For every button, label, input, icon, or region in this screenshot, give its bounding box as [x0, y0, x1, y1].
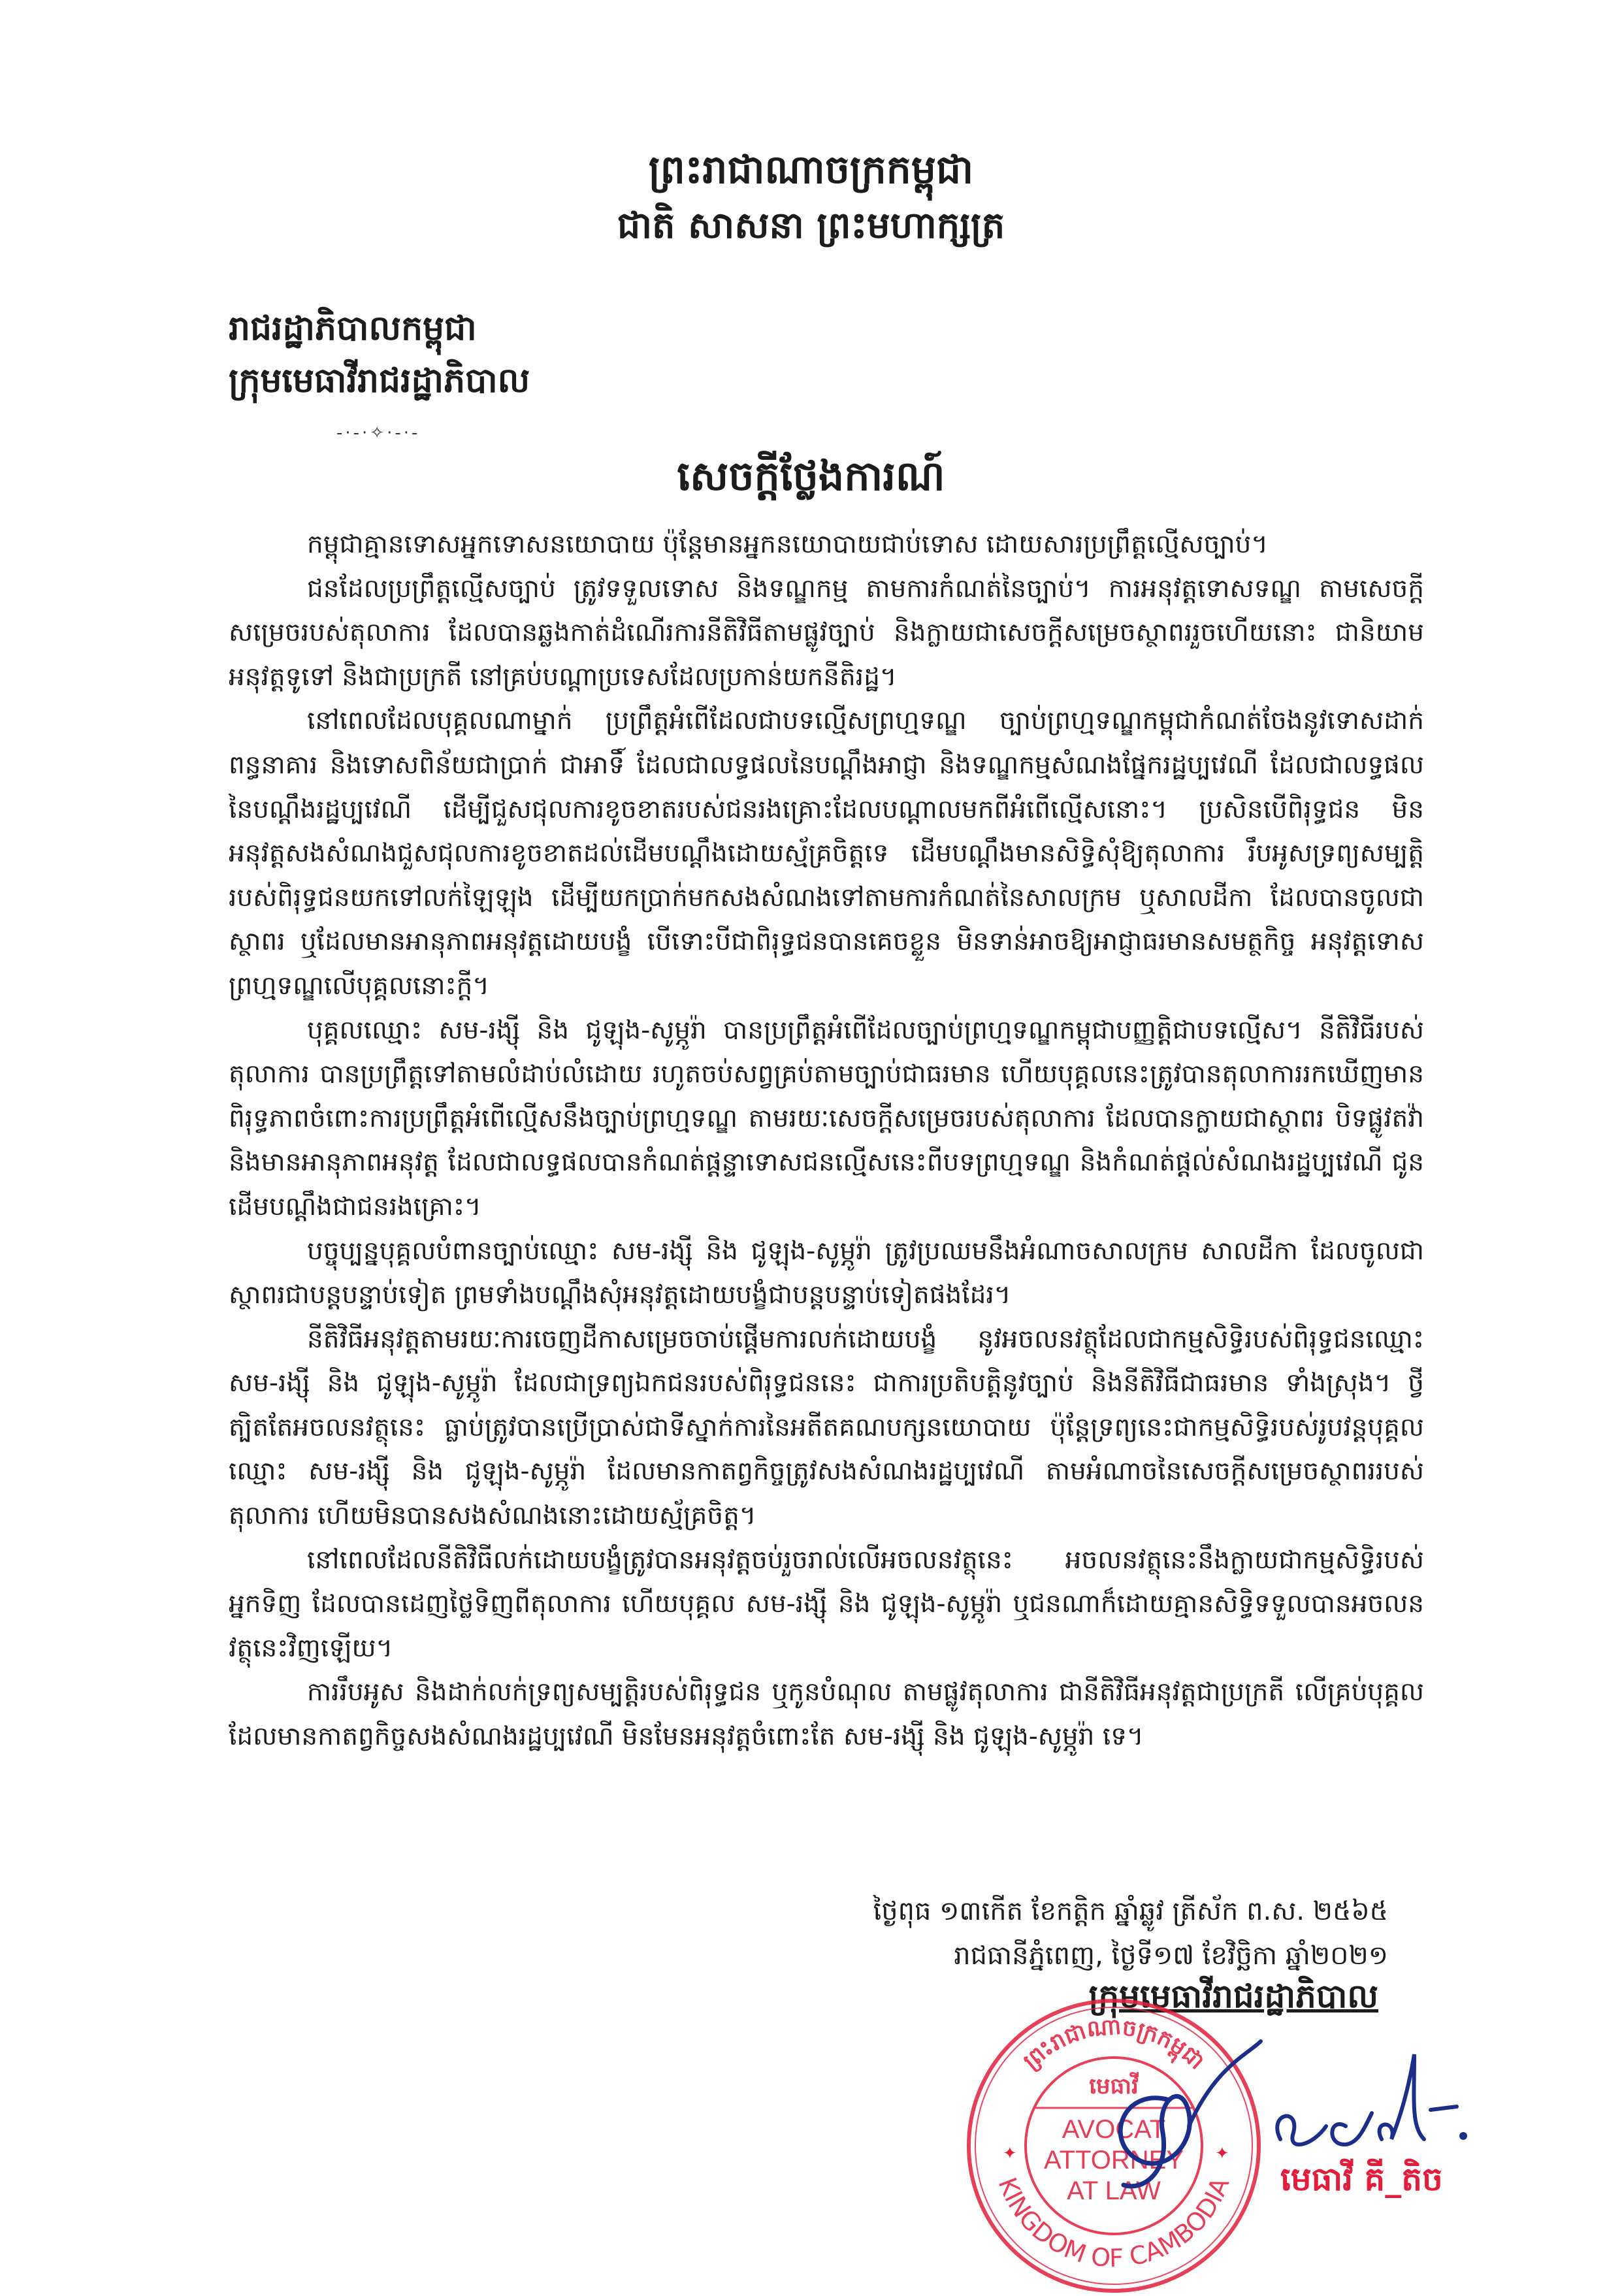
- seal-khmer-label: មេធាវី: [1089, 2073, 1139, 2099]
- kingdom-header: ព្រះរាជាណាចក្រកម្ពុជា: [648, 147, 974, 193]
- paragraph: បច្ចុប្បន្នបុគ្គលបំពានច្បាប់ឈ្មោះ សម-រង្ស៊ី និង ជូឡុង-សូម្ភូរ៉ា ត្រូវប្រឈមនឹងអំណាចសាលក្រម សាលដីកា ដែលចូលជាស្ថាពរជាបន្តបន្ទាប់ទៀត ព្រមទាំងបណ្តឹងសុំអនុវត្តដោយបង្ខំជាបន្តបន្ទាប់ទៀតផងដែរ។: [229, 1236, 1424, 1310]
- paragraph: កម្ពុជាគ្មានទោសអ្នកទោសនយោបាយ ប៉ុន្តែមានអ្នកនយោបាយជាប់ទោស ដោយសារប្រព្រឹត្តល្មើសច្បាប់។: [307, 530, 1269, 559]
- statement-body: [229, 523, 1424, 1759]
- seal-line-at-law: AT LAW: [1067, 2176, 1161, 2205]
- paragraph: បុគ្គលឈ្មោះ សម-រង្ស៊ី និង ជូឡុង-សូម្ភូរ៉ា បានប្រព្រឹត្តអំពើដែលច្បាប់ព្រហ្មទណ្ឌកម្ពុជាបញ្ញត្តិជាបទល្មើស។ នីតិវិធីរបស់តុលាការ បានប្រព្រឹត្តទៅតាមលំដាប់លំដោយ រហូតចប់សព្វគ្រប់តាមច្បាប់ជាធរមាន ហើយបុគ្គលនេះត្រូវបានតុលាការរកឃើញមានពិរុទ្ធភាពចំពោះការប្រព្រឹត្តអំពើល្មើសនឹងច្បាប់ព្រហ្មទណ្ឌ តាមរយៈសេចក្តីសម្រេចរបស់តុលាការ ដែលបានក្លាយជាស្ថាពរ បិទផ្លូវតវ៉ា និងមានអានុភាពអនុវត្ត ដែលជាលទ្ធផលបានកំណត់ផ្តន្ទាទោសជនល្មើសនេះពីបទព្រហ្មទណ្ឌ និងកំណត់ផ្តល់សំណងរដ្ឋប្បវេណី ជូនដើមបណ្តឹងជាជនរងគ្រោះ។: [229, 1015, 1424, 1221]
- header-ornament: -·-·✧·-·-: [336, 423, 421, 443]
- seal-line-attorney: ATTORNEY: [1043, 2146, 1184, 2175]
- paragraph: នៅពេលដែលបុគ្គលណាម្នាក់ ប្រព្រឹត្តអំពើដែលជាបទល្មើសព្រហ្មទណ្ឌ ច្បាប់ព្រហ្មទណ្ឌកម្ពុជាកំណត់ចែងនូវទោសដាក់ពន្ធនាគារ និងទោសពិន័យជាប្រាក់ ជាអាទិ៍ ដែលជាលទ្ធផលនៃបណ្តឹងអាជ្ញា និងទណ្ឌកម្មសំណងផ្នែករដ្ឋប្បវេណី ដែលជាលទ្ធផលនៃបណ្តឹងរដ្ឋប្បវេណី ដើម្បីជួសជុលការខូចខាតរបស់ជនរងគ្រោះដែលបណ្តាលមកពីអំពើល្មើសនោះ។ ប្រសិនបើពិរុទ្ធជន មិនអនុវត្តសងសំណងជួសជុលការខូចខាតដល់ដើមបណ្តឹងដោយស្ម័គ្រចិត្តទេ ដើមបណ្តឹងមានសិទ្ធិសុំឱ្យតុលាការ រឹបអូសទ្រព្យសម្បត្តិរបស់ពិរុទ្ធជនយកទៅលក់ឡៃឡុង ដើម្បីយកប្រាក់មកសងសំណងទៅតាមការកំណត់នៃសាលក្រម ឬសាលដីកា ដែលបានចូលជាស្ថាពរ ឬដែលមានអានុភាពអនុវត្តដោយបង្ខំ បើទោះបីជាពិរុទ្ធជនបានគេចខ្លួន មិនទាន់អាចឱ្យអាជ្ញាធរមានសមត្ថកិច្ច អនុវត្តទោសព្រហ្មទណ្ឌលើបុគ្គលនោះក្តី។: [229, 706, 1424, 1001]
- paragraph: ការរឹបអូស និងដាក់លក់ទ្រព្យសម្បត្តិរបស់ពិរុទ្ធជន ឬកូនបំណុល តាមផ្លូវតុលាការ ជានីតិវិធីអនុវត្តជាប្រក្រតី លើគ្រប់បុគ្គលដែលមានកាតព្វកិច្ចសងសំណងរដ្ឋប្បវេណី មិនមែនអនុវត្តចំពោះតែ សម-រង្ស៊ី និង ជូឡុង-សូម្ភូរ៉ា ទេ។: [229, 1677, 1424, 1752]
- solar-date: រាជធានីភ្នំពេញ, ថ្ងៃទី១៧ ខែវិច្ឆិកា ឆ្នាំ២០២១: [954, 1941, 1388, 1971]
- seal-top-text: ព្រះរាជាណាចក្រកម្ពុជា: [1018, 2013, 1210, 2075]
- seal-star-icon: ✦: [1003, 2144, 1017, 2163]
- seal-bottom-text: KINGDOM OF CAMBODIA: [992, 2173, 1235, 2273]
- paragraph: នីតិវិធីអនុវត្តតាមរយៈការចេញដីកាសម្រេចចាប់ផ្តើមការលក់ដោយបង្ខំ នូវអចលនវត្ថុដែលជាកម្មសិទ្ធិរបស់ពិរុទ្ធជនឈ្មោះ សម-រង្ស៊ី និង ជូឡុង-សូម្ភូរ៉ា ដែលជាទ្រព្យឯកជនរបស់ពិរុទ្ធជននេះ ជាការប្រតិបត្តិនូវច្បាប់ និងនីតិវិធីជាធរមាន ទាំងស្រុង។ ថ្វីត្បិតតែអចលនវត្ថុនេះ ធ្លាប់ត្រូវបានប្រើប្រាស់ជាទីស្នាក់ការនៃអតីតគណបក្សនយោបាយ ប៉ុន្តែទ្រព្យនេះជាកម្មសិទ្ធិរបស់រូបវន្តបុគ្គលឈ្មោះ សម-រង្ស៊ី និង ជូឡុង-សូម្ភូរ៉ា ដែលមានកាតព្វកិច្ចត្រូវសងសំណងរដ្ឋប្បវេណី តាមអំណាចនៃសេចក្តីសម្រេចស្ថាពររបស់តុលាការ ហើយមិនបានសងសំណងនោះដោយស្ម័គ្រចិត្ត។: [229, 1324, 1424, 1531]
- national-motto: ជាតិ សាសនា ព្រះមហាក្សត្រ: [617, 204, 1005, 247]
- paragraph: ជនដែលប្រព្រឹត្តល្មើសច្បាប់ ត្រូវទទួលទោស និងទណ្ឌកម្ម តាមការកំណត់នៃច្បាប់។ ការអនុវត្តទោសទណ្ឌ តាមសេចក្តីសម្រេចរបស់តុលាការ ដែលបានឆ្លងកាត់ដំណើរការនីតិវិធីតាមផ្លូវច្បាប់ និងក្លាយជាសេចក្តីសម្រេចស្ថាពររួចហើយនោះ ជានិយាមអនុវត្តទូទៅ និងជាប្រក្រតី នៅគ្រប់បណ្តាប្រទេសដែលប្រកាន់យកនីតិរដ្ឋ។: [229, 574, 1424, 692]
- document-title: សេចក្តីថ្លែងការណ៍: [677, 452, 945, 500]
- paragraph: នៅពេលដែលនីតិវិធីលក់ដោយបង្ខំត្រូវបានអនុវត្តចប់រួចរាល់លើអចលនវត្ថុនេះ អចលនវត្ថុនេះនឹងក្លាយជាកម្មសិទ្ធិរបស់អ្នកទិញ ដែលបានដេញថ្លៃទិញពីតុលាការ ហើយបុគ្គល សម-រង្ស៊ី និង ជូឡុង-សូម្ភូរ៉ា ឬជនណាក៏ដោយគ្មានសិទ្ធិទទួលបានអចលនវត្ថុនេះវិញឡើយ។: [229, 1545, 1424, 1663]
- seal-line-avocat: AVOCAT: [1062, 2115, 1166, 2144]
- signing-office: ក្រុមមេធាវីរាជរដ្ឋាភិបាល: [1088, 1977, 1378, 2015]
- lunar-date: ថ្ងៃពុធ ១៣កើត ខែកត្តិក ឆ្នាំឆ្លូវ ត្រីស័ក ព.ស. ២៥៦៥: [873, 1896, 1388, 1926]
- government-name: រាជរដ្ឋាភិបាលកម្ពុជា: [229, 309, 477, 348]
- seal-star-icon: ✦: [1215, 2144, 1229, 2163]
- issuing-office: ក្រុមមេធាវីរាជរដ្ឋាភិបាល: [229, 361, 530, 400]
- signer-name: មេធាវី គី_តិច: [1280, 2160, 1443, 2198]
